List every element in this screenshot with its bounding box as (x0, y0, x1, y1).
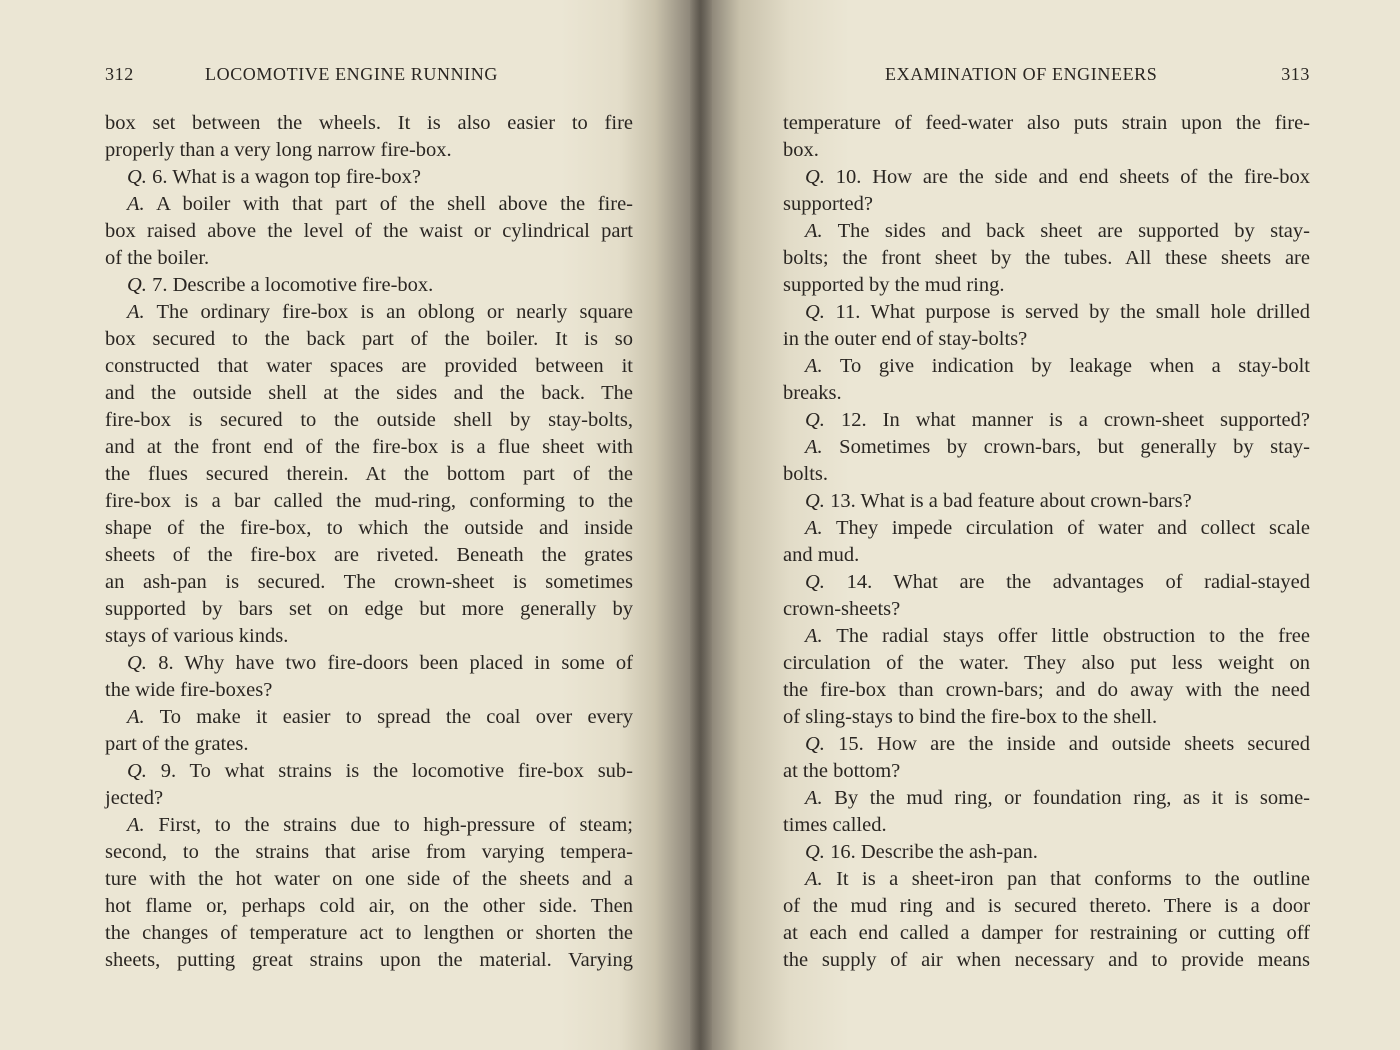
line-text: To make it easier to spread the coal over every (159, 706, 633, 728)
line-text: at the bottom? (783, 760, 901, 782)
line-text: It is a sheet-iron pan that conforms to the outline (836, 868, 1310, 890)
text-line (105, 893, 633, 920)
line-text: of sling-stays to bind the fire-box to the shell. (783, 706, 1158, 728)
answer-label: A. (127, 706, 145, 728)
line-text: of the mud ring and is secured thereto. There is a door (783, 895, 1310, 917)
line-text: of the boiler. (105, 247, 210, 269)
answer-label: A. (805, 220, 823, 242)
right-page-header (783, 64, 1310, 88)
text-line (783, 947, 1310, 974)
line-text: bolts; the front sheet by the tubes. All these sheets are (783, 247, 1310, 269)
line-text: breaks. (783, 382, 842, 404)
line-text: the wide fire-boxes? (105, 679, 273, 701)
line-text: crown-sheets? (783, 598, 901, 620)
text-line (783, 677, 1310, 704)
answer-label: A. (805, 625, 823, 647)
line-text: and the outside shell at the sides and the back. The (105, 382, 633, 404)
text-line (783, 704, 1310, 731)
line-text: supported? (783, 193, 873, 215)
line-text: sheets of the fire-box are riveted. Beneath the grates (105, 544, 633, 566)
question-label: Q. (805, 490, 825, 512)
line-text: box secured to the back part of the boiler. It is so (105, 328, 633, 350)
left-page-header (105, 64, 633, 88)
line-text: By the mud ring, or foundation ring, as it is some- (834, 787, 1311, 809)
text-line (105, 191, 633, 218)
question-label: Q. (127, 166, 147, 188)
text-line (105, 758, 633, 785)
line-text: sheets, putting great strains upon the material. Varying (105, 949, 633, 971)
line-text: in the outer end of stay-bolts? (783, 328, 1028, 350)
answer-label: A. (127, 814, 145, 836)
line-text: The radial stays offer little obstruction to the free (836, 625, 1310, 647)
text-line (783, 785, 1310, 812)
left-page (105, 0, 633, 1050)
book-gutter (690, 0, 712, 1050)
line-text: the flues secured therein. At the bottom part of the (105, 463, 633, 485)
text-line (783, 272, 1310, 299)
answer-label: A. (805, 787, 823, 809)
text-line (105, 731, 633, 758)
text-line (783, 245, 1310, 272)
text-line (105, 407, 633, 434)
text-line (105, 434, 633, 461)
text-line (105, 218, 633, 245)
answer-label: A. (127, 301, 145, 323)
text-line (783, 488, 1310, 515)
text-line (783, 380, 1310, 407)
text-line (105, 596, 633, 623)
line-text: 11. What purpose is served by the small hole drilled (835, 301, 1311, 323)
text-line (783, 110, 1310, 137)
text-line (105, 866, 633, 893)
line-text: 8. Why have two fire-doors been placed in some of (158, 652, 633, 674)
line-text: and mud. (783, 544, 860, 566)
text-line (105, 542, 633, 569)
line-text: and at the front end of the fire-box is a flue sheet with (105, 436, 633, 458)
line-text: 16. Describe the ash-pan. (830, 841, 1038, 863)
line-text: second, to the strains that arise from varying tempera- (105, 841, 633, 863)
question-label: Q. (127, 652, 147, 674)
line-text: the fire-box than crown-bars; and do away with the need (783, 679, 1310, 701)
line-text: 12. In what manner is a crown-sheet supported? (840, 409, 1311, 431)
right-page (783, 0, 1310, 1050)
text-line (783, 407, 1310, 434)
text-line (105, 812, 633, 839)
line-text: stays of various kinds. (105, 625, 289, 647)
text-line (105, 704, 633, 731)
text-line (783, 137, 1310, 164)
question-label: Q. (805, 841, 825, 863)
text-line (105, 299, 633, 326)
right-page-text (783, 110, 1310, 974)
question-label: Q. (805, 409, 825, 431)
line-text: the changes of temperature act to lengthen or shorten the (105, 922, 633, 944)
line-text: fire-box is secured to the outside shell by stay-bolts, (105, 409, 633, 431)
text-line (783, 434, 1310, 461)
line-text: Sometimes by crown-bars, but generally by stay- (839, 436, 1310, 458)
line-text: 13. What is a bad feature about crown-bars? (830, 490, 1192, 512)
answer-label: A. (805, 868, 823, 890)
answer-label: A. (805, 517, 823, 539)
text-line (105, 920, 633, 947)
text-line (105, 839, 633, 866)
question-label: Q. (127, 274, 147, 296)
line-text: box raised above the level of the waist or cylindrical part (105, 220, 633, 242)
running-head: EXAMINATION OF ENGINEERS (885, 64, 1158, 84)
text-line (105, 785, 633, 812)
text-line (783, 650, 1310, 677)
text-line (105, 137, 633, 164)
question-label: Q. (805, 571, 825, 593)
text-line (783, 515, 1310, 542)
line-text: fire-box is a bar called the mud-ring, conforming to the (105, 490, 633, 512)
line-text: The sides and back sheet are supported by stay- (837, 220, 1310, 242)
text-line (105, 488, 633, 515)
text-line (783, 731, 1310, 758)
text-line (783, 218, 1310, 245)
page-number: 313 (1281, 64, 1310, 84)
text-line (105, 461, 633, 488)
line-text: 7. Describe a locomotive fire-box. (152, 274, 434, 296)
line-text: bolts. (783, 463, 828, 485)
text-line (105, 569, 633, 596)
line-text: supported by the mud ring. (783, 274, 1005, 296)
line-text: the supply of air when necessary and to provide means (783, 949, 1310, 971)
text-line (105, 353, 633, 380)
text-line (783, 866, 1310, 893)
answer-label: A. (127, 193, 145, 215)
text-line (105, 245, 633, 272)
line-text: 15. How are the inside and outside sheets secured (838, 733, 1311, 755)
line-text: part of the grates. (105, 733, 249, 755)
left-page-text (105, 110, 633, 974)
text-line (783, 920, 1310, 947)
line-text: 9. To what strains is the locomotive fire-box sub- (160, 760, 634, 782)
text-line (105, 164, 633, 191)
line-text: at each end called a damper for restraining or cutting off (783, 922, 1310, 944)
text-line (783, 839, 1310, 866)
line-text: 6. What is a wagon top fire-box? (152, 166, 421, 188)
text-line (783, 191, 1310, 218)
text-line (783, 542, 1310, 569)
question-label: Q. (127, 760, 147, 782)
text-line (105, 515, 633, 542)
text-line (105, 650, 633, 677)
page-number: 312 (105, 64, 134, 84)
line-text: 10. How are the side and end sheets of the fire-box (835, 166, 1310, 188)
text-line (783, 326, 1310, 353)
text-line (105, 677, 633, 704)
text-line (783, 569, 1310, 596)
text-line (783, 758, 1310, 785)
text-line (105, 272, 633, 299)
text-line (105, 947, 633, 974)
question-label: Q. (805, 733, 825, 755)
line-text: They impede circulation of water and collect scale (836, 517, 1310, 539)
line-text: an ash-pan is secured. The crown-sheet is sometimes (105, 571, 633, 593)
line-text: constructed that water spaces are provided between it (105, 355, 633, 377)
answer-label: A. (805, 355, 823, 377)
line-text: hot flame or, perhaps cold air, on the other side. Then (105, 895, 633, 917)
text-line (783, 164, 1310, 191)
line-text: jected? (105, 787, 164, 809)
text-line (783, 623, 1310, 650)
text-line (783, 353, 1310, 380)
line-text: times called. (783, 814, 887, 836)
text-line (783, 812, 1310, 839)
line-text: First, to the strains due to high-pressure of steam; (158, 814, 634, 836)
line-text: ture with the hot water on one side of the sheets and a (105, 868, 633, 890)
running-head: LOCOMOTIVE ENGINE RUNNING (205, 64, 498, 84)
line-text: supported by bars set on edge but more generally by (105, 598, 633, 620)
text-line (105, 380, 633, 407)
question-label: Q. (805, 301, 825, 323)
line-text: temperature of feed-water also puts strain upon the fire- (783, 112, 1310, 134)
text-line (105, 623, 633, 650)
line-text: 14. What are the advantages of radial-stayed (846, 571, 1310, 593)
text-line (783, 596, 1310, 623)
text-line (783, 299, 1310, 326)
question-label: Q. (805, 166, 825, 188)
text-line (783, 893, 1310, 920)
line-text: box. (783, 139, 819, 161)
text-line (105, 110, 633, 137)
line-text: A boiler with that part of the shell above the fire- (156, 193, 634, 215)
line-text: The ordinary fire-box is an oblong or nearly square (156, 301, 633, 323)
line-text: circulation of the water. They also put less weight on (783, 652, 1310, 674)
line-text: properly than a very long narrow fire-box. (105, 139, 452, 161)
line-text: shape of the fire-box, to which the outside and inside (105, 517, 633, 539)
line-text: box set between the wheels. It is also easier to fire (105, 112, 633, 134)
text-line (783, 461, 1310, 488)
line-text: To give indication by leakage when a stay-bolt (839, 355, 1310, 377)
text-line (105, 326, 633, 353)
answer-label: A. (805, 436, 823, 458)
